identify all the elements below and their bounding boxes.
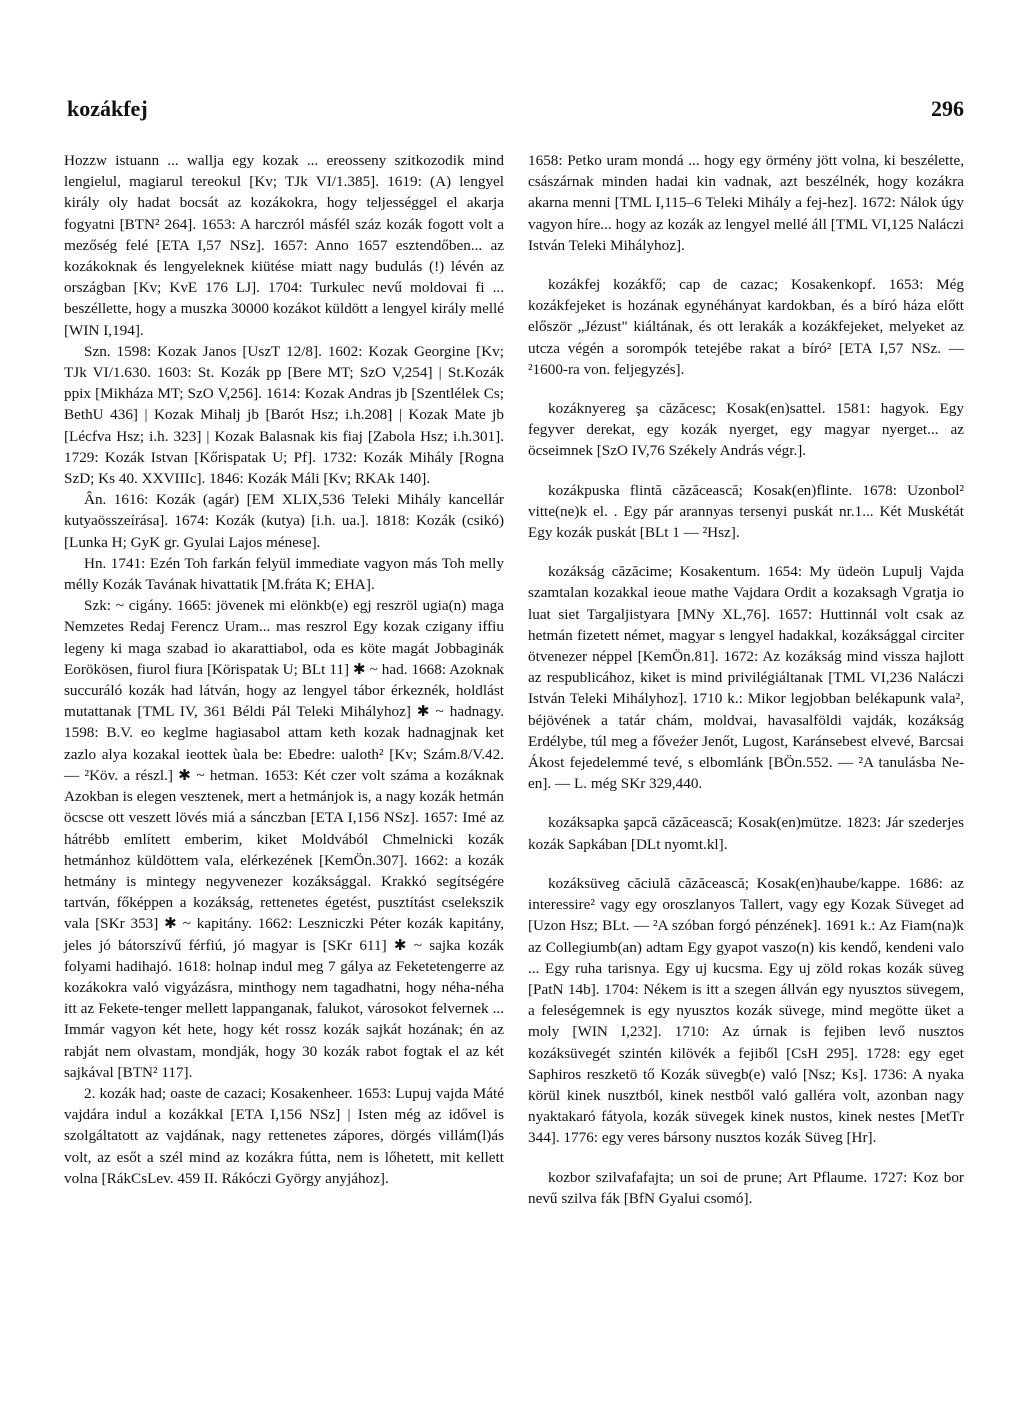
entry-kozbor: kozbor szilvafafajta; un soi de prune; Art Pflaume. 1727: Koz bor nevű szilva fák [BfN Gyalui csomó]. <box>528 1168 964 1207</box>
left-paragraph-sense-2: 2. kozák had; oaste de cazaci; Kosakenheer. 1653: Lupuj vajda Máté vajdára indul a kozákkal [ETA I,156 NSz] | Isten még az idővel is szolgáltatott az vajdának, nagy rettenetes zápores, dörgés villám(l)ás volt, az esőt a szél mind az kozákra fútta, nem is lőhetett, mit kellett volna [RákCsLev. 459 II. Rákóczi György anyjához]. <box>64 1084 504 1187</box>
right-paragraph-continuation: 1658: Petko uram mondá ... hogy egy örmény jött volna, ki beszélette, császárnak minden hadai kin vadnak, azt beszélnék, hogy kozákra akarna menni [TML I,115–6 Teleki Mihály a fej-hez]. 1672: Nálok úgy vagyon híre... hogy az kozák az lengyel mellé áll [TML VI,125 Naláczi István Teleki Mihályhoz]. <box>528 152 964 254</box>
left-paragraph-place-names: Hn. 1741: Ezén Toh farkán felyül immediate vagyon más Toh melly mélly Kozák Tavának hivattatik [M.fráta K; EHA]. <box>64 554 504 594</box>
entry-kozaksapka: kozáksapka şapcă căzăcească; Kosak(en)mütze. 1823: Jár szederjes kozák Sapkában [DLt nyomt.kl]. <box>528 814 964 853</box>
entry-kozaksuveg: kozáksüveg căciulă căzăcească; Kosak(en)haube/kappe. 1686: az interessire² vagy egy oroszlanyos Tallert, vagy egy Kozak Süveget ad [Uzon Hsz; BLt. — ²A szóban forgó pénzének]. 1691 k.: Az Fiam(na)k az Collegiumb(an) adtam Egy gyapot vaszo(n) kis kendő, kendeni valo ... Egy ruha tarisnya. Egy uj kucsma. Egy uj zöld rokas kozák süveg [PatN 14b]. 1704: Nékem is itt a szegen állván egy nyusztos süvegem, a feleségemnek is egy nyusztos kozák süvege, mind megötte üket a moly [WIN I,232]. 1710: Az úrnak is fejiben levő nusztos kozáksüvegét szintén kilövék a fejiből [CsH 295]. 1728: egy eget Saphiros reszketö tő Kozák süvegb(e) való [Nsz; Ks]. 1736: A nyaka körül kinek nusztból, kinek nestből való gallérа volt, azonban nagy nyaktakaró fátyola, kozák süvegek kinek nustos, kinek nestes [MetTr 344]. 1776: egy veres bársony nusztos kozák Süveg [Hr]. <box>528 874 964 1147</box>
entry-kozaksag: kozákság căzăcime; Kosakentum. 1654: My üdeön Lupulj Vajda szamtalan kozakkal ieoue mathe Vajdara Ordit a kozaksagh Vgratja io luat siet Targaljistyara [MNy XL,76]. 1657: Huttinnál volt csak az hetmán fizetett német, magyar s lengyel hadakkal, kozáksággal circiter ötvenezer néppel [KemÖn.81]. 1672: Az kozákság mind vissza hajlott az respublicához, kiket is mind privilégiáltanak [TML VI,236 Naláczi István Teleki Mihályhoz]. 1710 k.: Mikor legjobban belékapunk vala², béjövének a tatár chám, moldvai, havasalföldi vajdák, kozákság Erdélybe, túl meg a főveźer Jenőt, Lugost, Karánsebest elvevé, Barcsai Ákost fejedelemmé tevé, s elbomlánk [BÖn.552. — ²A tanulásba Ne-en]. — L. még SKr 329,440. <box>528 563 964 793</box>
entry-kozakfej: kozákfej kozákfő; cap de cazac; Kosakenkopf. 1653: Még kozákfejeket is hozának egynéhányat kardokban, és a bíró háza előtt először „Jézust" kiáltának, és ott lerakák a kozákfejeket, melyeket az utcza végén a sorompók tetejébe rakat a bíró² [ETA I,57 NSz. — ²1600-ra von. feljegyzés]. <box>528 276 964 378</box>
left-paragraph-1: Hozzw istuann ... wallja egy kozak ... ereosseny szitkozodik mind lengielul, magiarul tereokul [Kv; TJk VI/1.385]. 1619: (A) lengyel király oly hadat bocsát az kozákokra, hogy teljességgel el akarja fogyatni [BTN² 264]. 1653: A harczról másfél száz kozák fogott volt a mezőség felé [ETA I,57 NSz]. 1657: Anno 1657 esztendőben... az kozákoknak és lengyeleknek kiütése miatt nagy budulás (!) lévén az országban [Kv; KvE 176 LJ]. 1704: Turkulec nevű moldovai fi ... beszéllette, hogy a muszka 30000 kozákot küldött a lengyel király mellé [WIN I,194]. <box>64 152 504 339</box>
left-paragraph-surnames: Szn. 1598: Kozak Janos [UszT 12/8]. 1602: Kozak Georgine [Kv; TJk VI/1.630. 1603: St. Kozák pp [Bere MT; SzO V,254] | St.Kozák ppix [Mikháza MT; SzO V,256]. 1614: Kozak Andras jb [Szentlélek Cs; BethU 436] | Kozak Mihalj jb [Barót Hsz; i.h.208] | Kozak Mate jb [Lécfva Hsz; i.h. 323] | Kozak Balasnak kis fiaj [Zabola Hsz; i.h.301]. 1729: Kozák Istvan [Kőrispatak U; Pf]. 1732: Kozák Mihály [Rogna SzD; Ks 40. XXVIIIc]. 1846: Kozák Máli [Kv; RKAk 140]. <box>64 342 504 488</box>
entry-kozaknyereg: kozáknyereg şa căzăcesc; Kosak(en)sattel. 1581: hagyok. Egy fegyver derekat, egy kozák nyerget, egy magyar nyerget... az öcseimnek [SzO IV,76 Székely András végr.]. <box>528 400 964 460</box>
left-paragraph-animal-names: Ân. 1616: Kozák (agár) [EM XLIX,536 Teleki Mihály kancellár kutyaösszeírása]. 1674: Kozák (kutya) [i.h. ua.]. 1818: Kozák (csikó) [Lunka H; GyK gr. Gyulai Lajos ménese]. <box>64 491 504 551</box>
left-paragraph-compounds: Szk: ~ cigány. 1665: jövenek mi elönkb(e) egj reszröl ugia(n) maga Nemzetes Redaj Ferencz Uram... mas reszrol Egy kozak czigany iffiu legeny ki maga szabad io akarattiabol, oda es köte magát Jobbaginák Eorökösen, fiurol fiura [Körispatak U; BLt 11] ✱ ~ had. 1668: Azoknak succuráló kozák had látván, hogy az lengyel tábor érkeznék, holdlást mutattanak [TML IV, 361 Béldi Pál Teleki Mihályhoz] ✱ ~ hadnagy. 1598: B.V. eo keglme hagiasabol attam keth kozak hadnagjnak ket zazlo alya kozakal ieottek ùala be: Ebedre: ualoth² [Kv; Szám.8/V.42. — ²Köv. a részl.] ✱ ~ hetman. 1653: Két czer volt száma a kozáknak Azokban is elegen vesztenek, mert a hetmánjok is, a nagy kozák hetmán öcscse ott veszett lövés miá a sánczban [ETA I,156 NSz]. 1657: Imé az hátrébb említett emberim, kiket Moldvából Chmelnicki kozák hetmánhoz küldöttem vala, elérkezének [KemÖn.307]. 1662: a kozák hetmány is mintegy negyvenezer kozáksággal. Krakkó segítségére tartván, főképpen a kozákság, rettenetes égetést, pusztítást cselekszik vala [SKr 353] ✱ ~ kapitány. 1662: Leszniczki Péter kozák kapitány, jeles jó bátorszívű férfiú, jó magyar is [SKr 611] ✱ ~ sajka kozák folyami hadihajó. 1618: holnap indul meg 7 gálya az Feketetengerre az kozákokra való vigyázásra, minthogy nem tagadhatni, hogy néha-néha itt az Fekete-tenger mellett lappanganak, falukot, városokot felvernek ... Immár vagyon két hete, hogy két rossz kozák sajkát hozának; én az rabját nem olvastam, mondják, hogy 30 kozák rabot fogtak el az két sajkával [BTN² 117]. <box>64 597 504 1081</box>
running-headword: kozákfej <box>67 96 148 121</box>
entry-kozakpuska: kozákpuska flintă căzăcească; Kosak(en)flinte. 1678: Uzonbol² vitte(ne)k el. . Egy pár arannyas tersenyi puskát nr.1... Két Muskétát Egy kozák puskát [BLt 1 — ²Hsz]. <box>528 481 964 542</box>
right-column <box>528 150 964 1227</box>
page-number: 296 <box>931 96 964 121</box>
left-column <box>64 150 504 1189</box>
